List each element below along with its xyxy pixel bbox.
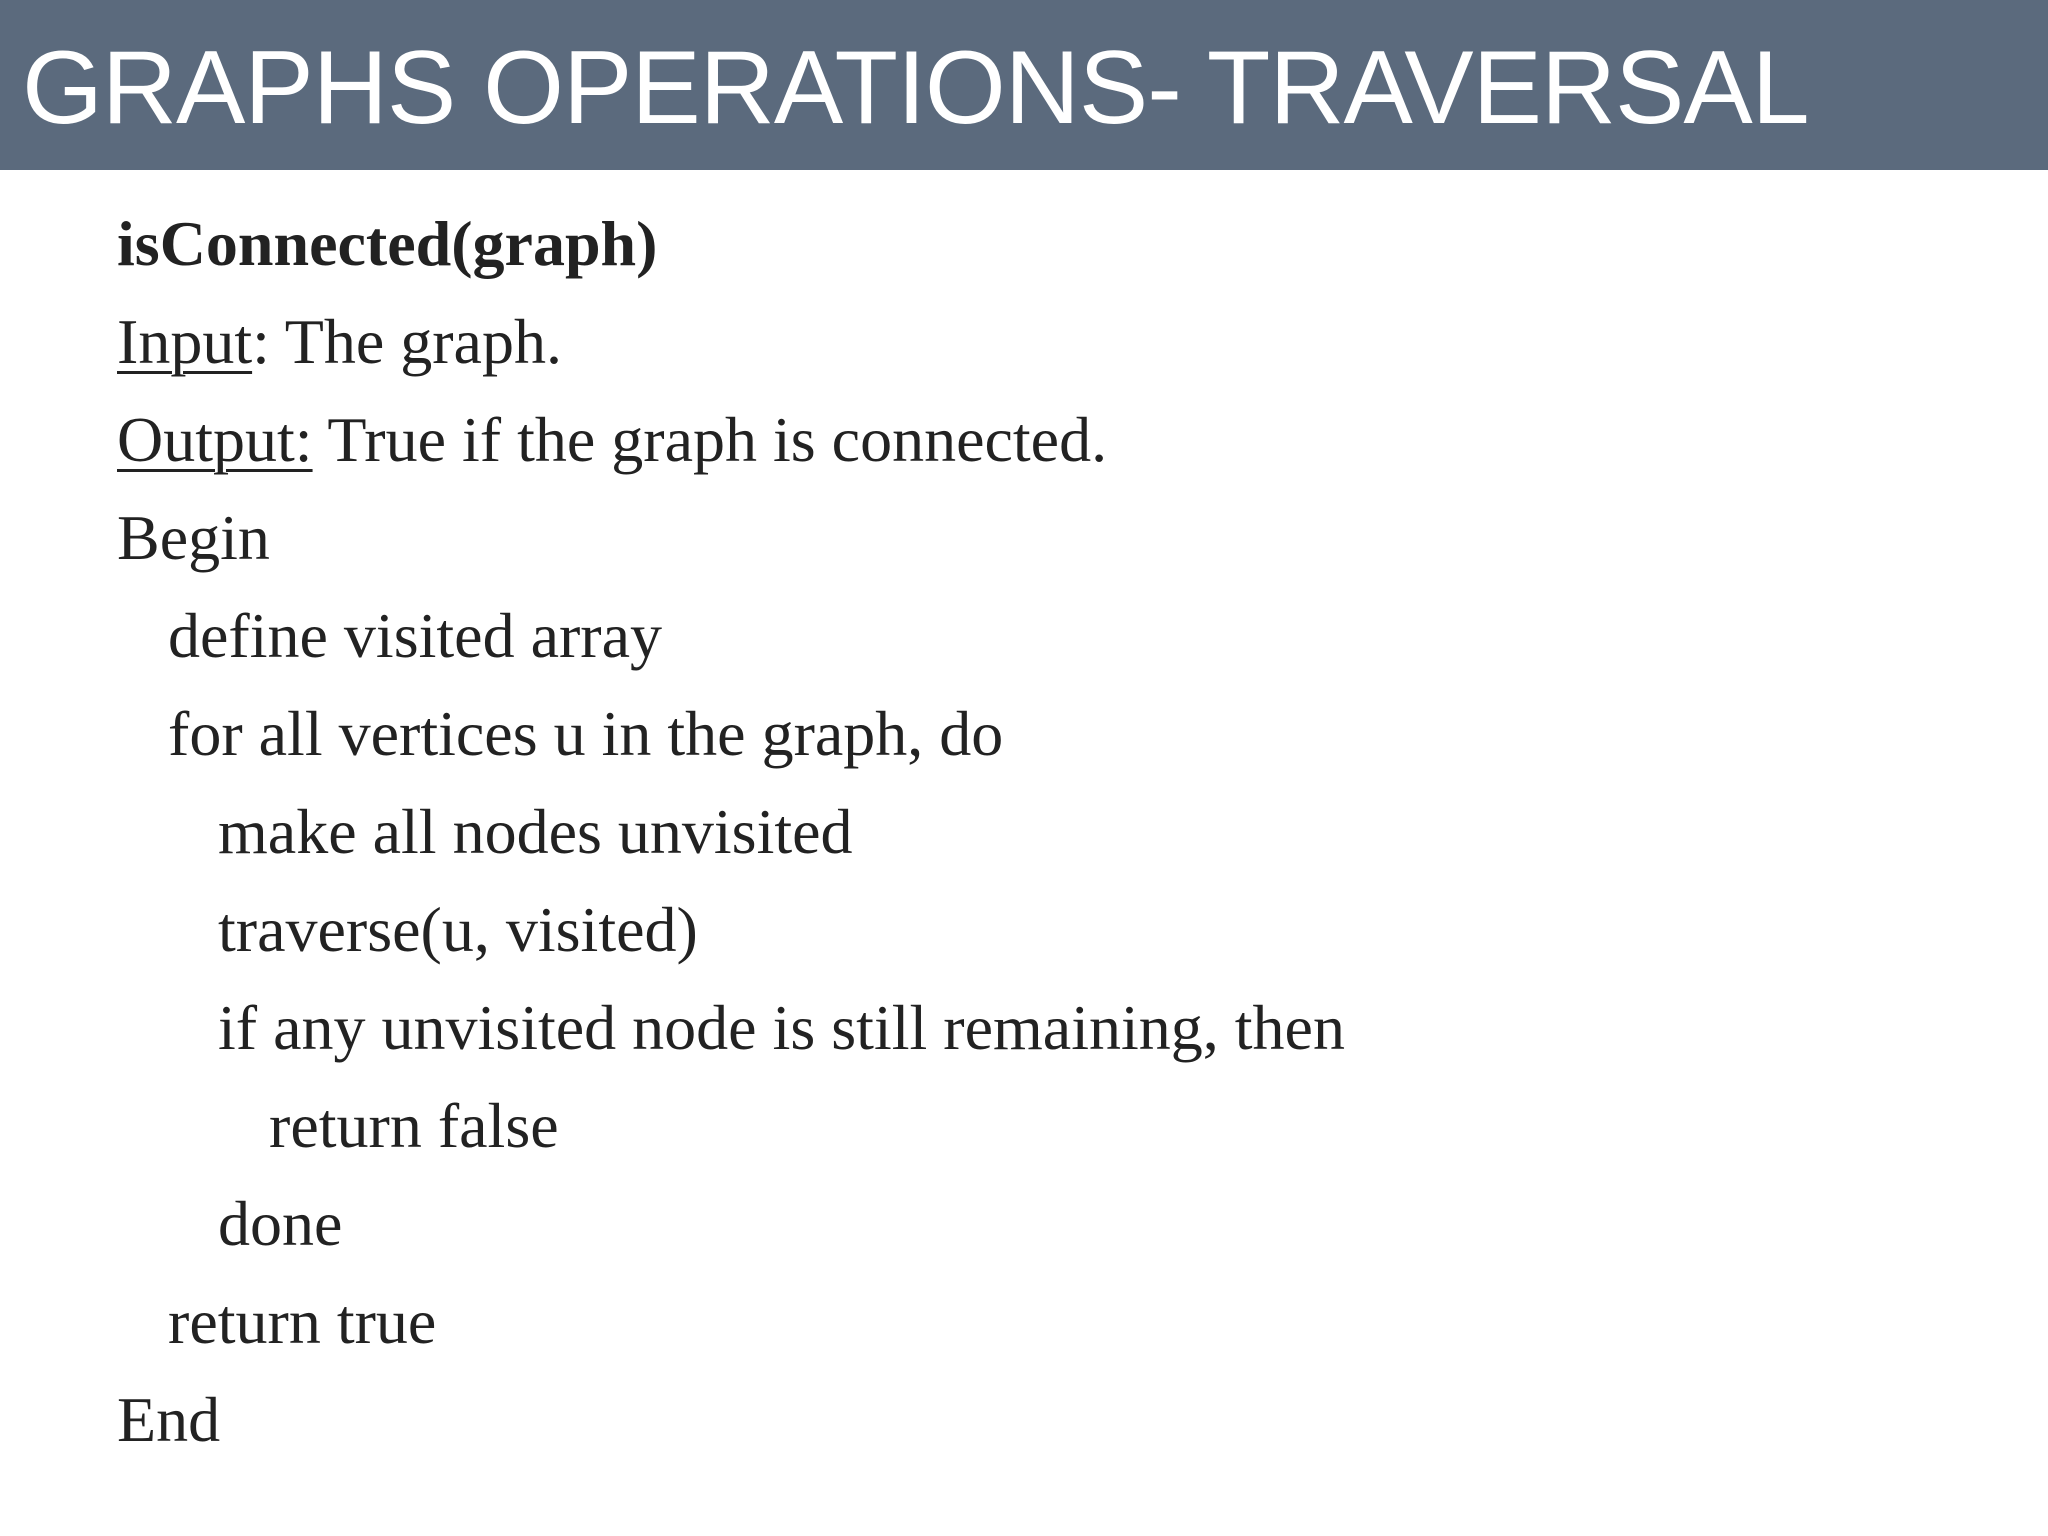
pseudocode-line-define-visited: define visited array: [168, 600, 662, 671]
output-description: True if the graph is connected.: [312, 404, 1108, 475]
pseudocode-line-if-unvisited: if any unvisited node is still remaining, then: [218, 992, 1345, 1063]
title-bar: [0, 0, 2048, 170]
pseudocode-line-return-false: return false: [269, 1090, 559, 1161]
algorithm-signature: isConnected(graph): [117, 208, 658, 279]
pseudocode-line-done: done: [218, 1188, 343, 1259]
pseudocode-line-return-true: return true: [168, 1286, 437, 1357]
pseudocode-line-make-unvisited: make all nodes unvisited: [218, 796, 853, 867]
pseudocode-end: End: [117, 1384, 221, 1455]
slide-title: GRAPHS OPERATIONS- TRAVERSAL: [22, 30, 1809, 146]
output-label: Output:: [117, 404, 313, 475]
output-line: [117, 400, 1107, 480]
input-label: Input: [117, 306, 253, 377]
input-description: : The graph.: [252, 306, 562, 377]
pseudocode-line-for-loop: for all vertices u in the graph, do: [168, 698, 1004, 769]
pseudocode-begin: Begin: [117, 502, 270, 573]
pseudocode-line-traverse: traverse(u, visited): [218, 894, 698, 965]
input-line: [117, 302, 562, 382]
